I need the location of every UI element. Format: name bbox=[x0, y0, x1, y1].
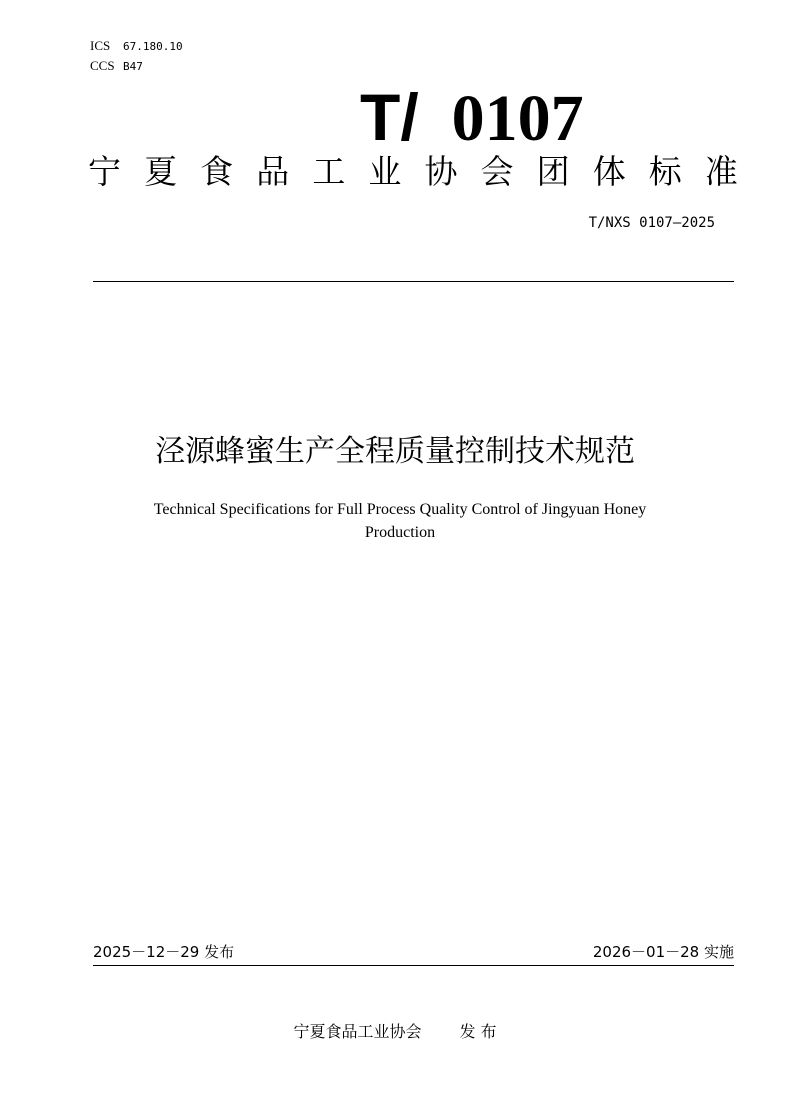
org-standard-title bbox=[88, 150, 738, 194]
org-title-char: 品 bbox=[256, 152, 290, 191]
ccs-value: B47 bbox=[123, 60, 143, 73]
org-title-char: 准 bbox=[704, 152, 738, 191]
ccs-label: CCS bbox=[90, 58, 115, 73]
org-title-char: 食 bbox=[200, 152, 234, 191]
org-title-char: 宁 bbox=[88, 152, 121, 191]
org-title-char: 会 bbox=[480, 152, 514, 191]
document-title-english bbox=[110, 498, 690, 544]
ics-value: 67.180.10 bbox=[123, 40, 183, 53]
org-title-char: 体 bbox=[592, 152, 626, 191]
org-title-char: 团 bbox=[536, 152, 570, 191]
ccs-classification bbox=[90, 58, 143, 75]
ics-classification bbox=[90, 38, 183, 55]
standard-number: T/NXS 0107—2025 bbox=[588, 215, 715, 231]
ics-label: ICS bbox=[90, 38, 111, 53]
org-title-char: 夏 bbox=[144, 152, 178, 191]
org-title-char: 业 bbox=[368, 152, 402, 191]
org-title-char: 工 bbox=[312, 152, 346, 191]
publish-action: 发 布 bbox=[459, 1022, 497, 1041]
bottom-divider bbox=[93, 965, 734, 966]
publisher-name: 宁夏食品工业协会 bbox=[293, 1022, 422, 1041]
org-title-char: 标 bbox=[648, 152, 682, 191]
standard-code-heading bbox=[360, 82, 660, 154]
english-title-line1: Technical Specifications for Full Process Quality Control of Jingyuan Honey bbox=[153, 501, 647, 518]
code-prefix: T/ bbox=[360, 80, 419, 154]
top-divider bbox=[93, 281, 734, 282]
document-title-chinese: 泾源蜂蜜生产全程质量控制技术规范 bbox=[155, 434, 635, 469]
code-number: 0107 bbox=[451, 82, 584, 155]
implementation-date: 2026－01－28 实施 bbox=[592, 943, 734, 961]
issue-date: 2025－12－29 发布 bbox=[93, 943, 235, 961]
english-title-line2: Production bbox=[364, 524, 436, 541]
publisher-line bbox=[0, 1019, 790, 1042]
org-title-char: 协 bbox=[424, 152, 458, 191]
